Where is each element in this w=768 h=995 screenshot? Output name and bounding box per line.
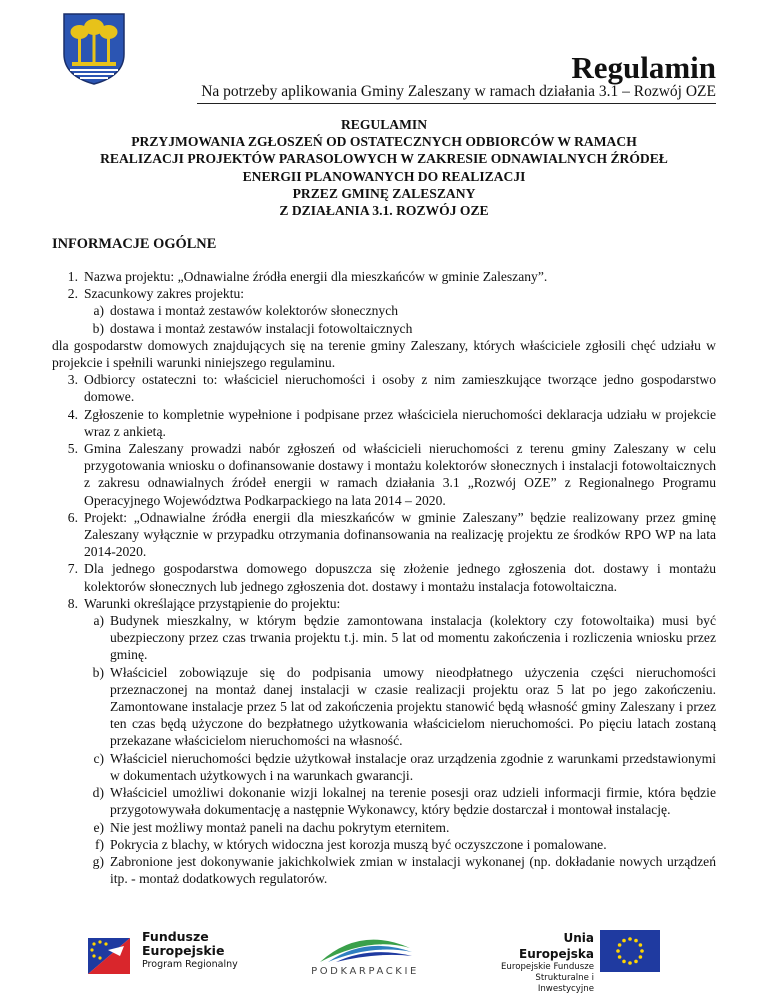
sub-item-letter: g): [92, 853, 104, 869]
sub-item: [52, 853, 716, 887]
item-number: 4.: [67, 406, 78, 422]
page-title: Regulamin: [571, 50, 716, 85]
heading-line: Z DZIAŁANIA 3.1. ROZWÓJ OZE: [279, 203, 489, 219]
item-text: Odbiorcy ostateczni to: właściciel nieruchomości i osoby z nim zamieszkujące tworzące jedno gospodarstwo domowe.: [84, 372, 716, 405]
eu-line-2: Europejskie Fundusze: [500, 962, 594, 972]
list-item: [52, 509, 716, 561]
sub-item-letter: c): [93, 750, 104, 766]
unia-europejska-logo: [486, 930, 696, 994]
sub-item: [52, 320, 716, 337]
sub-item-letter: d): [92, 785, 104, 801]
sub-item-text: Budynek mieszkalny, w którym będzie zamontowana instalacja (kolektory czy fotowoltaika) musi być ubezpieczony przez czas trwania projektu t.j. min. 5 lat od momentu zakończenia i rozliczenia wniosku przez gminę.: [110, 613, 716, 663]
heading-line: PRZEZ GMINĘ ZALESZANY: [292, 185, 476, 201]
page-subtitle: Na potrzeby aplikowania Gminy Zaleszany w ramach działania 3.1 – Rozwój OZE: [201, 83, 716, 100]
fe-line-1: Fundusze: [142, 929, 209, 944]
list-item: [52, 268, 716, 285]
sub-item-text: Zabronione jest dokonywanie jakichkolwiek zmian w instalacji wykonanej (np. dokładanie nowych urządzeń itp. - montaż dodatkowych regulatorów.: [110, 853, 716, 887]
list-item: [52, 371, 716, 405]
sub-item-text: Właściciel umożliwi dokonanie wizji lokalnej na terenie posesji oraz udzieli informacji firmie, która będzie przygotowywała dokumentację a następnie Wykonawcy, który będzie dostarczał i montował instalację.: [110, 785, 716, 818]
sub-item: [52, 664, 716, 750]
sub-item-letter: b): [92, 320, 104, 336]
sub-item-letter: e): [93, 819, 104, 835]
podkarpackie-label: PODKARPACKIE: [311, 966, 419, 977]
regulation-list: [52, 268, 716, 887]
item-number: 8.: [67, 595, 78, 611]
item-number: 3.: [67, 372, 78, 388]
item-text: Szacunkowy zakres projektu:: [84, 286, 245, 302]
heading-line: REALIZACJI PROJEKTÓW PARASOLOWYCH W ZAKRESIE ODNAWIALNYCH ŹRÓDEŁ: [100, 151, 668, 167]
item-text: Dla jednego gospodarstwa domowego dopuszcza się złożenie jednego zgłoszenia dot. dostawy i montażu kolektorów słonecznych lub jednego zgłoszenia dot. dostawy i montażu instalacja fotowoltaiczna.: [84, 561, 716, 594]
item-number: 5.: [67, 441, 78, 457]
sub-item-letter: b): [92, 664, 104, 680]
sub-item-text: Nie jest możliwy montaż paneli na dachu pokrytym eternitem.: [110, 819, 450, 835]
sub-item: [52, 784, 716, 818]
sub-item-text: dostawa i montaż zestawów instalacji fotowoltaicznych: [110, 320, 413, 336]
eu-flag-icon: [600, 930, 660, 972]
podkarpackie-logo: [300, 928, 430, 986]
heading-line: ENERGII PLANOWANYCH DO REALIZACJI: [242, 168, 526, 184]
zaleszany-coat-of-arms-icon: [62, 12, 126, 86]
sub-item-text: Właściciel zobowiązuje się do podpisania umowy nieodpłatnego użyczenia części nieruchomości przeznaczonej na montaż danej instalacji w czasie realizacji projektu oraz 5 lat po jego zakończeniu. Zamontowane instalacje przez 5 lat od zakończenia projektu stanowić będą własność gminy Zaleszany i przez ten czas będą użyczone do bezpłatnego użytkowania właścicielom nieruchomości. Po pięciu latach zostaną przekazane właścicielom nieruchomości na własność.: [110, 664, 716, 749]
fundusze-europejskie-logo: [80, 930, 250, 985]
section-heading: INFORMACJE OGÓLNE: [52, 236, 217, 252]
fundusze-europejskie-star-icon: [80, 930, 140, 980]
sub-item: [52, 302, 716, 319]
item-text: Zgłoszenie to kompletnie wypełnione i podpisane przez właściciela nieruchomości deklaracja udziału w projekcie wraz z ankietą.: [84, 406, 716, 439]
item-text: Projekt: „Odnawialne źródła energii dla mieszkańców w gminie Zaleszany” będzie realizowany przez gminę Zaleszany wyłącznie w przypadku otrzymania dofinansowania na realizację projektu ze środków RPO WP na lata 2014-2020.: [84, 509, 716, 560]
sub-item-text: Właściciel nieruchomości będzie użytkował instalacje oraz urządzenia zgodnie z warunkami przedstawionymi w dokumentach użytkowych i na warunkach gwarancji.: [110, 750, 716, 783]
list-item: [52, 285, 716, 302]
heading-line: REGULAMIN: [340, 117, 428, 132]
sub-item: [52, 750, 716, 784]
sub-item: [52, 612, 716, 664]
sub-item-text: Pokrycia z blachy, w których widoczna jest korozja muszą być oczyszczone i pomalowane.: [110, 836, 607, 852]
sub-item: [52, 836, 716, 853]
document-heading: [52, 116, 716, 219]
sub-item-letter: a): [93, 613, 104, 629]
item-text: Nazwa projektu: „Odnawialne źródła energii dla mieszkańców w gminie Zaleszany”.: [84, 269, 548, 284]
sub-item-letter: a): [93, 303, 104, 319]
sub-item-letter: f): [94, 836, 104, 852]
footer-logos: [0, 920, 768, 994]
fe-line-3: Program Regionalny: [142, 959, 238, 970]
list-item: [52, 560, 716, 594]
paragraph: dla gospodarstw domowych znajdujących się na terenie gminy Zaleszany, których właściciele zgłosili chęć udziału w projekcie i spełnili warunki niniejszego regulaminu.: [52, 337, 716, 371]
list-item: [52, 595, 716, 612]
item-number: 6.: [67, 509, 78, 525]
item-text: Warunki określające przystąpienie do projektu:: [84, 595, 341, 611]
item-number: 2.: [67, 286, 78, 302]
list-item: [52, 440, 716, 509]
eu-line-1: Unia Europejska: [519, 931, 594, 961]
item-number: 7.: [67, 561, 78, 577]
podkarpackie-hills-icon: [300, 928, 430, 964]
sub-item-text: dostawa i montaż zestawów kolektorów słonecznych: [110, 303, 399, 319]
header-divider: [197, 103, 716, 104]
fe-line-2: Europejskie: [142, 943, 225, 958]
list-item: [52, 406, 716, 440]
sub-item: [52, 819, 716, 836]
item-number: 1.: [67, 269, 78, 284]
item-text: Gmina Zaleszany prowadzi nabór zgłoszeń od właścicieli nieruchomości z terenu gminy Zaleszany w celu przygotowania wniosku o dofinansowanie dostawy i montażu kolektorów słonecznych i instalacji fotowoltaicznych z zakresu odnawialnych źródeł energii w ramach działania 3.1 „Rozwój OZE” z Regionalnego Programu Operacyjnego Województwa Podkarpackiego na lata 2014 – 2020.: [84, 441, 716, 508]
heading-line: PRZYJMOWANIA ZGŁOSZEŃ OD OSTATECZNYCH ODBIORCÓW W RAMACH: [131, 134, 637, 150]
eu-line-3: Strukturalne i Inwestycyjne: [535, 973, 594, 994]
